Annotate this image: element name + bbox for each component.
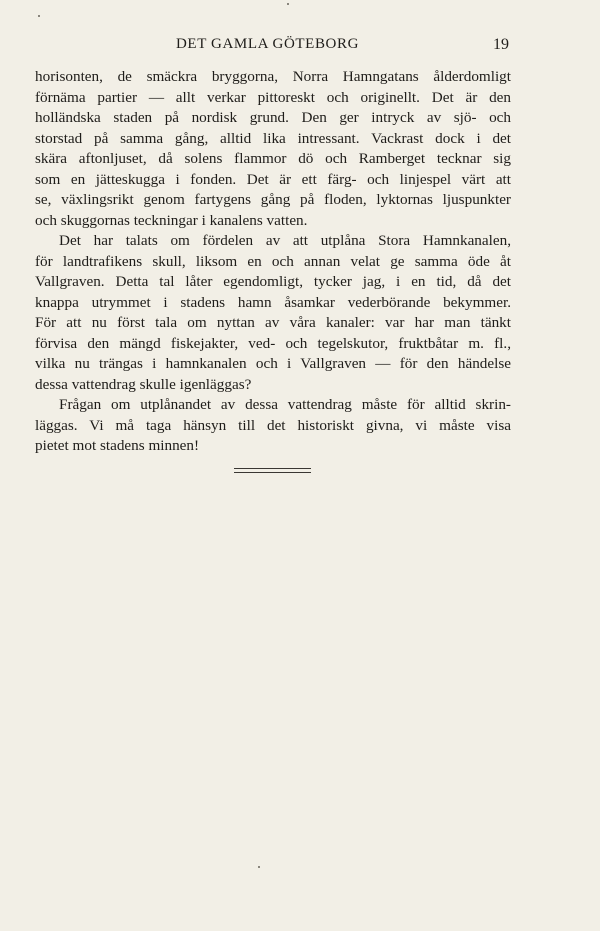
text-line: skära aftonljuset, då solens flammor dö och Ramberget tecknar sig [35, 150, 511, 167]
text-line: storstad på samma gång, alltid lika intressant. Vackrast dock i det [35, 129, 511, 147]
text-line: och skuggornas teckningar i kanalens vatten. [35, 211, 308, 229]
text-line: knappa utrymmet i stadens hamn åsamkar vederbörande bekymmer. [35, 293, 511, 311]
text-line: förnäma partier — allt verkar pittoreskt och originellt. Det är den [35, 88, 511, 106]
text-line: läggas. Vi må taga hänsyn till det historiskt givna, vi måste visa [35, 416, 511, 434]
section-divider [234, 468, 311, 473]
text-line: vilka nu trängas i hamnkanalen och i Vallgraven — för den händelse [35, 355, 511, 372]
running-title: DET GAMLA GÖTEBORG [176, 36, 360, 52]
text-line: Vallgraven. Detta tal låter egendomligt, tycker jag, i en tid, då det [35, 273, 511, 290]
page-number: 19 [493, 36, 509, 53]
text-line: för landtrafikens skull, liksom en och annan velat ge samma öde åt [35, 252, 511, 270]
text-line: som en jätteskugga i fonden. Det är ett färg- och linjespel värt att [35, 170, 511, 188]
print-speck [38, 15, 40, 17]
text-line: förvisa den mängd fiskejakter, ved- och tegelskutor, fruktbåtar m. fl., [35, 334, 511, 352]
text-line: holländska staden på nordisk grund. Den ger intryck av sjö- och [35, 109, 511, 126]
text-line: pietet mot stadens minnen! [35, 437, 200, 454]
text-line: dessa vattendrag skulle igenläggas? [35, 375, 252, 393]
page-header [0, 36, 600, 56]
text-line: Det har talats om fördelen av att utplåna Stora Hamnkanalen, [59, 232, 511, 249]
text-line: Frågan om utplånandet av dessa vattendrag måste för alltid skrin- [59, 396, 511, 413]
print-speck [258, 866, 260, 868]
text-line: se, växlingsrikt genom fartygens gång på floden, lyktornas ljuspunkter [35, 191, 511, 208]
text-line: horisonten, de smäckra bryggorna, Norra Hamngatans ålderdomligt [35, 68, 511, 85]
text-line: För att nu först tala om nyttan av våra kanaler: var har man tänkt [35, 314, 511, 331]
print-speck [287, 3, 289, 5]
body-text [35, 67, 511, 457]
